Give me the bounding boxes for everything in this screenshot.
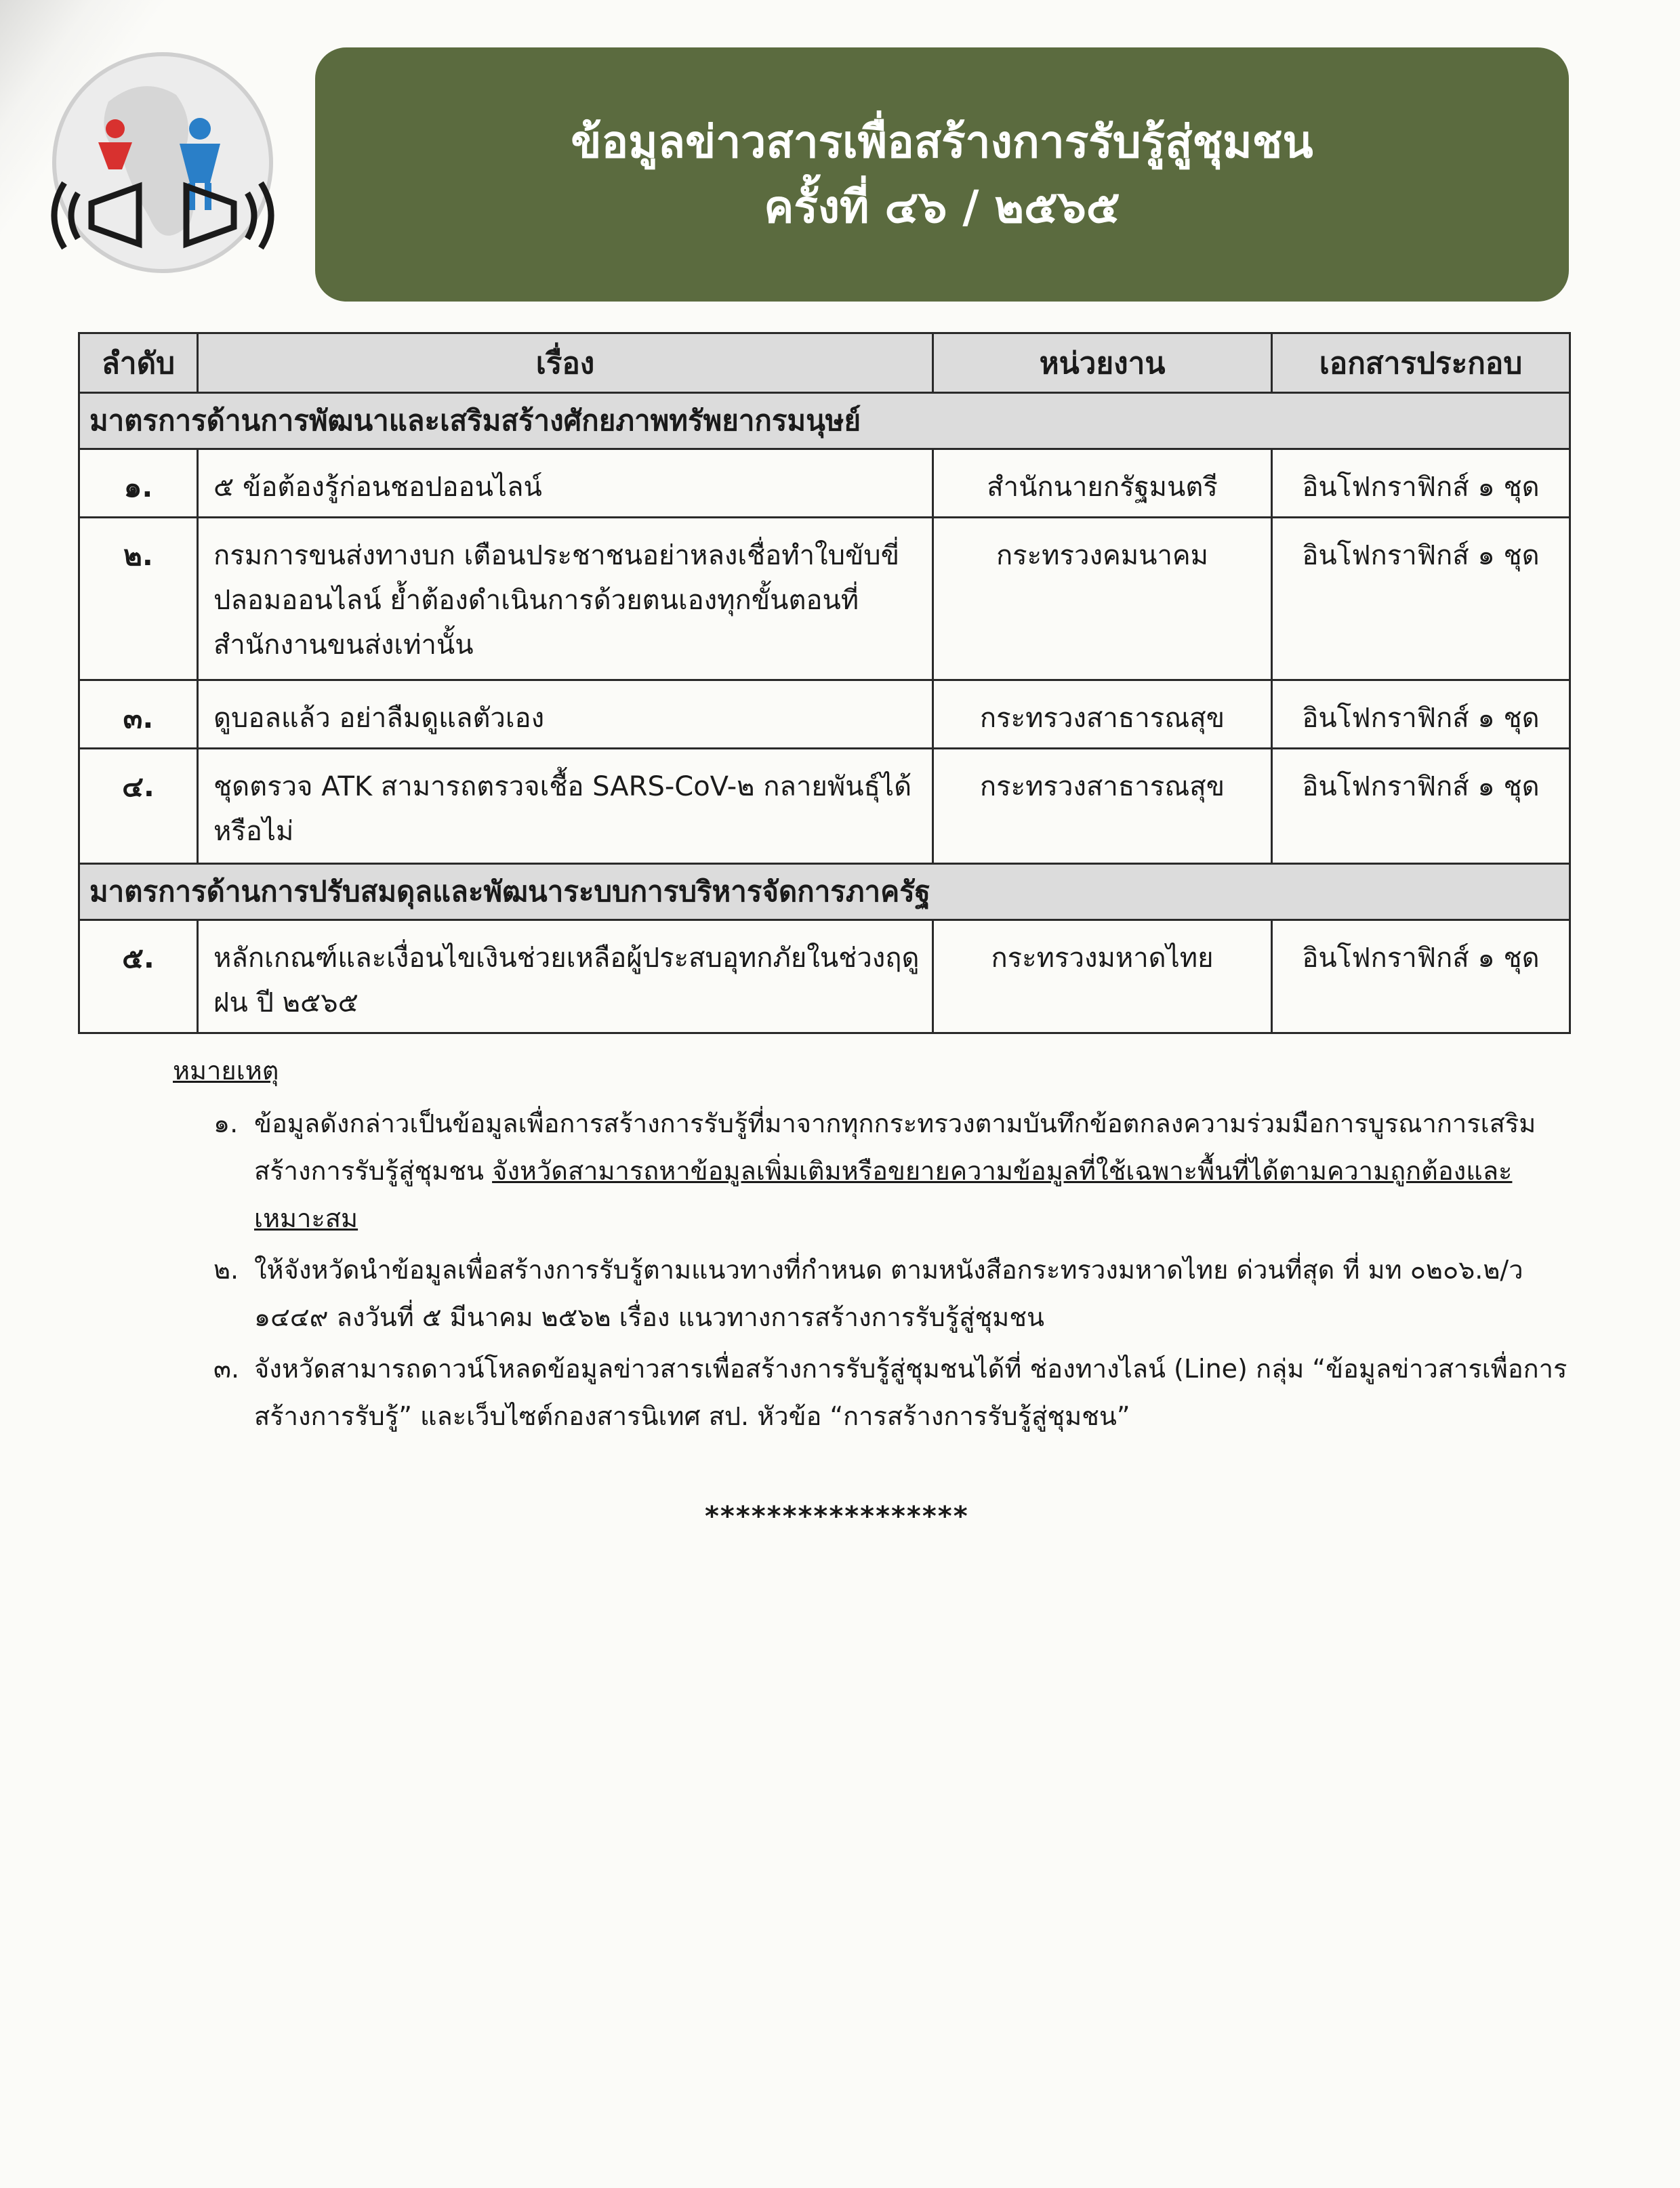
col-header-agency: หน่วยงาน [933,333,1272,393]
table-row [79,518,1570,680]
note-text-underlined: จังหวัดสามารถหาข้อมูลเพิ่มเติมหรือขยายความข้อมูลที่ใช้เฉพาะพื้นที่ได้ตามความถูกต้องและเหมาะสม [254,1156,1513,1233]
title-line-2: ครั้งที่ ๔๖ / ๒๕๖๕ [764,180,1120,233]
table-row [79,920,1570,1033]
col-header-attachment: เอกสารประกอบ [1272,333,1570,393]
col-header-order: ลำดับ [79,333,198,393]
title-line-1: ข้อมูลข่าวสารเพื่อสร้างการรับรู้สู่ชุมชน [571,115,1313,168]
row-agency: กระทรวงสาธารณสุข [933,749,1272,864]
row-agency: สำนักนายกรัฐมนตรี [933,449,1272,518]
notes-heading: หมายเหตุ [173,1056,279,1086]
table-header-row [79,333,1570,393]
row-topic: ดูบอลแล้ว อย่าลืมดูแลตัวเอง [198,680,933,749]
note-item [173,1246,1569,1341]
row-number: ๕. [79,920,198,1033]
row-attachment: อินโฟกราฟิกส์ ๑ ชุด [1272,680,1570,749]
row-attachment: อินโฟกราฟิกส์ ๑ ชุด [1272,449,1570,518]
section-title: มาตรการด้านการพัฒนาและเสริมสร้างศักยภาพทรัพยากรมนุษย์ [79,393,1570,449]
section-title: มาตรการด้านการปรับสมดุลและพัฒนาระบบการบริหารจัดการภาครัฐ [79,864,1570,920]
note-number: ๓. [213,1354,240,1384]
row-agency: กระทรวงสาธารณสุข [933,680,1272,749]
section-row [79,393,1570,449]
notes-section [173,1047,1569,1444]
row-attachment: อินโฟกราฟิกส์ ๑ ชุด [1272,518,1570,680]
row-topic: ๕ ข้อต้องรู้ก่อนชอปออนไลน์ [198,449,933,518]
logo [27,47,298,278]
title-banner [315,47,1569,302]
section-row [79,864,1570,920]
row-agency: กระทรวงคมนาคม [933,518,1272,680]
news-table [78,332,1571,1034]
row-topic: ชุดตรวจ ATK สามารถตรวจเชื้อ SARS-CoV-๒ กลายพันธุ์ได้หรือไม่ [198,749,933,864]
note-number: ๒. [213,1255,239,1285]
row-agency: กระทรวงมหาดไทย [933,920,1272,1033]
note-text: ให้จังหวัดนำข้อมูลเพื่อสร้างการรับรู้ตามแนวทางที่กำหนด ตามหนังสือกระทรวงมหาดไทย ด่วนที่สุด ที่ มท ๐๒๐๖.๒/ว ๑๔๔๙ ลงวันที่ ๕ มีนาคม ๒๕๖๒ เรื่อง แนวทางการสร้างการรับรู้สู่ชุมชน [254,1255,1523,1332]
note-number: ๑. [213,1109,239,1138]
table-row [79,680,1570,749]
note-text: จังหวัดสามารถดาวน์โหลดข้อมูลข่าวสารเพื่อสร้างการรับรู้สู่ชุมชนได้ที่ ช่องทางไลน์ (Line) กลุ่ม “ข้อมูลข่าวสารเพื่อการสร้างการรับรู้” และเว็บไซต์กองสารนิเทศ สป. หัวข้อ “การสร้างการรับรู้สู่ชุมชน” [254,1354,1568,1431]
table-row [79,749,1570,864]
row-topic: หลักเกณฑ์และเงื่อนไขเงินช่วยเหลือผู้ประสบอุทกภัยในช่วงฤดูฝน ปี ๒๕๖๕ [198,920,933,1033]
note-item [173,1100,1569,1242]
note-text: ข้อมูลดังกล่าวเป็นข้อมูลเพื่อการสร้างการรับรู้ที่มาจากทุกกระทรวงตามบันทึกข้อตกลงความร่วมมือการบูรณาการเสริมสร้างการรับรู้สู่ชุมชน [254,1109,1536,1186]
row-number: ๓. [79,680,198,749]
table-row [79,449,1570,518]
note-item [173,1345,1569,1440]
row-number: ๑. [79,449,198,518]
row-attachment: อินโฟกราฟิกส์ ๑ ชุด [1272,749,1570,864]
col-header-topic: เรื่อง [198,333,933,393]
row-number: ๒. [79,518,198,680]
row-topic: กรมการขนส่งทางบก เตือนประชาชนอย่าหลงเชื่อทำใบขับขี่ปลอมออนไลน์ ย้ำต้องดำเนินการด้วยตนเองทุกขั้นตอนที่สำนักงานขนส่งเท่านั้น [198,518,933,680]
row-attachment: อินโฟกราฟิกส์ ๑ ชุด [1272,920,1570,1033]
end-divider: ***************** [705,1501,969,1532]
row-number: ๔. [79,749,198,864]
